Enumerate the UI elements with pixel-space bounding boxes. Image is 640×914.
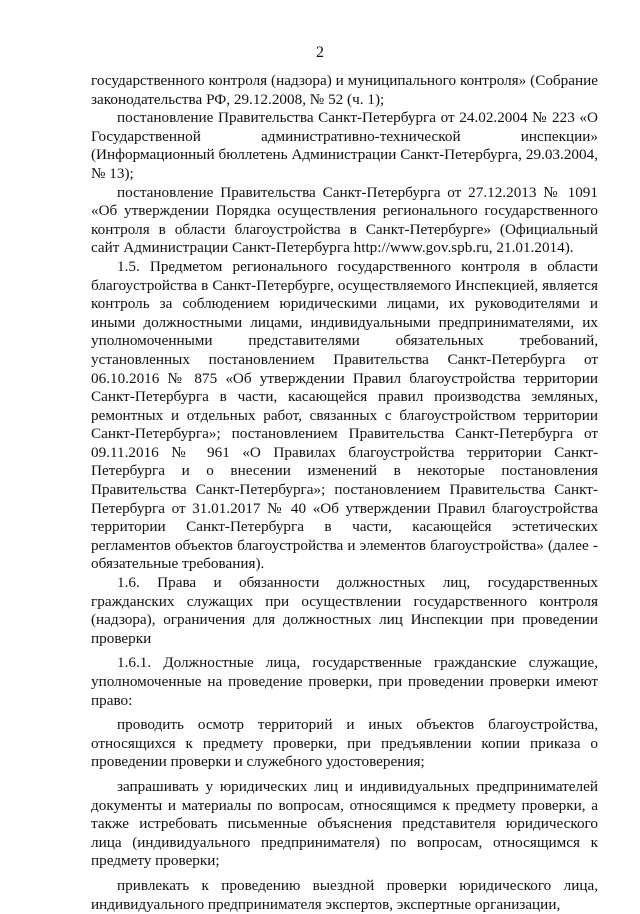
document-body	[91, 72, 598, 914]
paragraph: 1.5. Предметом регионального государственного контроля в области благоустройства в Санкт-Петербурге, осуществляемого Инспекцией, является контроль за соблюдением юридическими лицами, их руководителями и иными должностными лицами, индивидуальными предпринимателями, их уполномоченными представителями обязательных требований, установленных постановлением Правительства Санкт-Петербурга от 06.10.2016 № 875 «Об утверждении Правил благоустройства территории Санкт-Петербурга в части, касающейся правил производства земляных, ремонтных и отдельных работ, связанных с благоустройством территории Санкт-Петербурга»; постановлением Правительства Санкт-Петербурга от 09.11.2016 № 961 «О Правилах благоустройства территории Санкт-Петербурга и о внесении изменений в некоторые постановления Правительства Санкт-Петербурга»; постановлением Правительства Санкт-Петербурга от 31.01.2017 № 40 «Об утверждении Правил благоустройства территории Санкт-Петербурга в части, касающейся эстетических регламентов объектов благоустройства и элементов благоустройства» (далее - обязательные требования).	[91, 257, 598, 573]
paragraph: проводить осмотр территорий и иных объектов благоустройства, относящихся к предмету проверки, при предъявлении копии приказа о проведении проверки и служебного удостоверения;	[91, 716, 598, 771]
paragraph: привлекать к проведению выездной проверки юридического лица, индивидуального предпринимателя экспертов, экспертные организации,	[91, 876, 598, 913]
paragraph: постановление Правительства Санкт-Петербурга от 24.02.2004 № 223 «О Государственной административно-технической инспекции» (Информационный бюллетень Администрации Санкт-Петербурга, 29.03.2004, № 13);	[91, 109, 598, 182]
paragraph: запрашивать у юридических лиц и индивидуальных предпринимателей документы и материалы по вопросам, относящимся к предмету проверки, а также истребовать письменные объяснения представителя юридического лица (индивидуального предпринимателя) по вопросам, относящимся к предмету проверки;	[91, 777, 598, 870]
paragraph: 1.6. Права и обязанности должностных лиц, государственных гражданских служащих при осуществлении государственного контроля (надзора), ограничения для должностных лиц Инспекции при проведении проверки	[91, 574, 598, 647]
paragraph: государственного контроля (надзора) и муниципального контроля» (Собрание законодательства РФ, 29.12.2008, № 52 (ч. 1);	[91, 72, 598, 108]
paragraph: постановление Правительства Санкт-Петербурга от 27.12.2013 № 1091 «Об утверждении Порядка осуществления регионального государственного контроля в области благоустройства в Санкт-Петербурге» (Официальный сайт Администрации Санкт-Петербурга http://www.gov.spb.ru, 21.01.2014).	[91, 183, 598, 257]
page-number: 2	[316, 44, 324, 61]
paragraph: 1.6.1. Должностные лица, государственные гражданские служащие, уполномоченные на проведение проверки, при проведении проверки имеют право:	[91, 654, 598, 709]
